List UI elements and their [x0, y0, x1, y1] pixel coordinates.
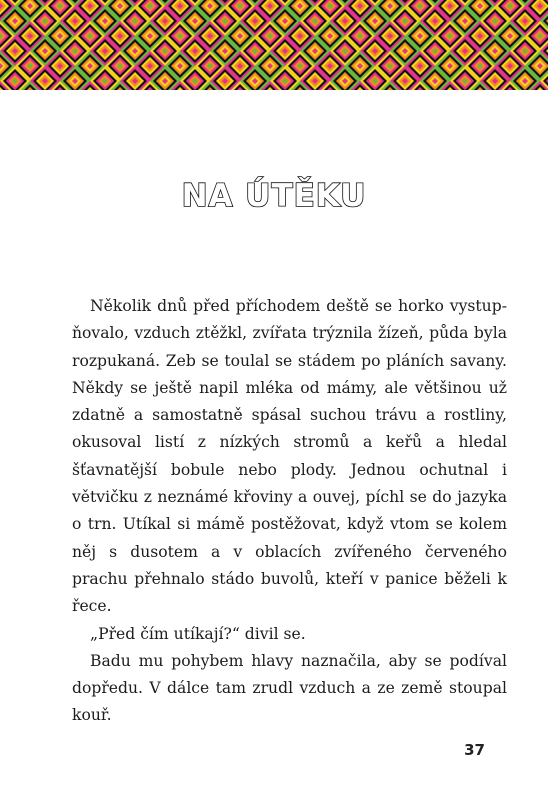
- chapter-title: NA ÚTĚKU: [181, 178, 367, 214]
- paragraph: „Před čím utíkají?“ divil se.: [90, 624, 306, 643]
- page-number: 37: [464, 741, 485, 759]
- paragraph: Několik dnů před příchodem deště se horko vystupňovalo, vzduch ztěžkl, zvířata trýznila žízeň, půda byla rozpukaná. Zeb se toulal se stádem po pláních savany. Někdy se ještě napil mléka od mámy, ale většinou už zdatně a samostatně spásal suchou trávu a rostliny, okusoval listí z nízkých stromů a keřů a hledal šťavnatější bobule nebo plody. Jednou ochutnal i větvičku z neznámé křoviny a ouvej, píchl se do jazyka o trn. Utíkal si mámě postěžovat, když vtom se kolem něj s dusotem a v oblacích zvířeného červeného prachu přehnalo stádo buvolů, kteří v panice běželi k řece.: [72, 297, 507, 616]
- body-text: [72, 293, 507, 730]
- decorative-diamond-banner: [0, 0, 548, 90]
- paragraph: Badu mu pohybem hlavy naznačila, aby se podíval dopředu. V dálce tam zrudl vzduch a ze země stoupal kouř.: [72, 651, 507, 725]
